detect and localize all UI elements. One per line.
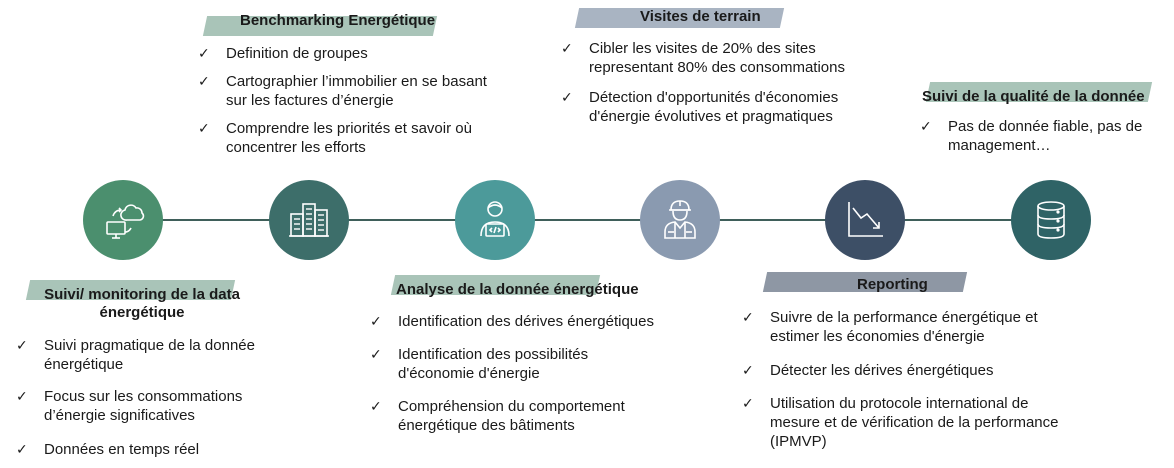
field-worker-icon bbox=[656, 196, 704, 244]
title-qualite: Suivi de la qualité de la donnée bbox=[922, 88, 1145, 105]
declining-chart-icon bbox=[841, 196, 889, 244]
list-item: ✓ Utilisation du protocole international de mesure et de vérification de la performance (IPMVP) bbox=[742, 394, 1062, 451]
title-analyse: Analyse de la donnée énergétique bbox=[396, 281, 639, 298]
list-item: ✓ Suivi pragmatique de la donnée énergétique bbox=[16, 336, 271, 374]
list-item: ✓ Compréhension du comportement énergétique des bâtiments bbox=[370, 397, 660, 435]
node-qualite bbox=[1011, 180, 1091, 260]
list-item: ✓ Identification des possibilités d'économie d'énergie bbox=[370, 345, 660, 383]
list-item: ✓ Détecter les dérives énergétiques bbox=[742, 361, 1062, 380]
node-reporting bbox=[825, 180, 905, 260]
cloud-computer-icon bbox=[99, 196, 147, 244]
list-item: ✓ Definition de groupes bbox=[198, 44, 498, 63]
list-item: ✓ Détection d'opportunités d'économies d'énergie évolutives et pragmatiques bbox=[561, 88, 851, 126]
database-icon bbox=[1027, 196, 1075, 244]
node-analyse bbox=[455, 180, 535, 260]
title-visites: Visites de terrain bbox=[640, 8, 761, 25]
node-monitoring bbox=[83, 180, 163, 260]
list-item: ✓ Cibler les visites de 20% des sites representant 80% des consommations bbox=[561, 39, 851, 77]
list-item: ✓ Cartographier l’immobilier en se basant sur les factures d’énergie bbox=[198, 72, 498, 110]
list-qualite bbox=[920, 117, 1165, 155]
list-item: ✓ Focus sur les consommations d’énergie significatives bbox=[16, 387, 271, 425]
title-benchmarking: Benchmarking Energétique bbox=[240, 12, 436, 29]
list-item: ✓ Données en temps réel bbox=[16, 440, 271, 459]
list-visites bbox=[561, 39, 851, 126]
list-analyse bbox=[370, 312, 660, 435]
list-benchmarking bbox=[198, 44, 498, 157]
list-reporting bbox=[742, 308, 1062, 451]
list-item: ✓ Suivre de la performance énergétique et estimer les économies d'énergie bbox=[742, 308, 1062, 346]
title-suivi: Suivi/ monitoring de la data énergétique bbox=[44, 286, 240, 321]
list-item: ✓ Pas de donnée fiable, pas de management… bbox=[920, 117, 1165, 155]
list-item: ✓ Comprendre les priorités et savoir où concentrer les efforts bbox=[198, 119, 498, 157]
title-reporting: Reporting bbox=[857, 276, 928, 293]
node-visites bbox=[640, 180, 720, 260]
analyst-laptop-icon bbox=[471, 196, 519, 244]
list-suivi bbox=[16, 336, 271, 459]
buildings-icon bbox=[285, 196, 333, 244]
list-item: ✓ Identification des dérives énergétiques bbox=[370, 312, 660, 331]
node-benchmarking bbox=[269, 180, 349, 260]
